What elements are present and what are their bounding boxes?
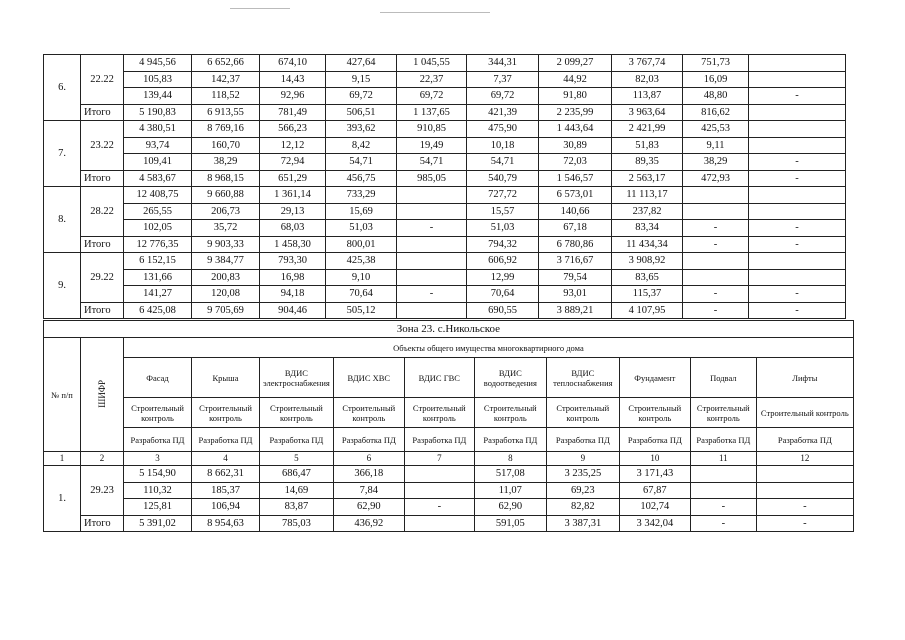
value-cell: 727,72 — [467, 187, 539, 204]
value-cell: 109,41 — [124, 154, 192, 171]
value-cell — [404, 466, 474, 483]
scan-noise — [380, 12, 490, 13]
total-label: Итого — [81, 515, 124, 532]
value-cell: 185,37 — [192, 482, 260, 499]
value-cell: 94,18 — [260, 286, 326, 303]
total-cell: 9 705,69 — [192, 302, 260, 319]
value-cell: 6 573,01 — [539, 187, 612, 204]
total-cell: 651,29 — [260, 170, 326, 187]
value-cell — [690, 466, 756, 483]
total-cell: 3 387,31 — [546, 515, 619, 532]
header-column: ВДИС теплоснабжения — [546, 358, 619, 398]
total-row — [44, 104, 846, 121]
value-cell: 475,90 — [467, 121, 539, 138]
value-cell — [756, 482, 853, 499]
value-cell: 5 154,90 — [124, 466, 192, 483]
value-cell: - — [749, 154, 846, 171]
total-cell: 8 968,15 — [192, 170, 260, 187]
total-cell: 506,51 — [326, 104, 397, 121]
header-control: Строительный контроль — [124, 398, 192, 428]
value-cell: - — [397, 286, 467, 303]
value-cell: 12,12 — [260, 137, 326, 154]
total-cell: 816,62 — [683, 104, 749, 121]
header-column: ВДИС ГВС — [404, 358, 474, 398]
value-cell: 366,18 — [333, 466, 404, 483]
row-number: 1. — [44, 466, 81, 532]
value-cell — [749, 203, 846, 220]
total-cell: 2 563,17 — [612, 170, 683, 187]
column-number: 8 — [474, 452, 546, 466]
value-cell: 3 908,92 — [612, 253, 683, 270]
total-cell: - — [749, 236, 846, 253]
value-cell — [683, 269, 749, 286]
value-cell: 3 171,43 — [619, 466, 690, 483]
value-cell — [397, 203, 467, 220]
table-row — [44, 253, 846, 270]
value-cell: 82,82 — [546, 499, 619, 516]
value-cell: 686,47 — [260, 466, 334, 483]
table-row — [44, 154, 846, 171]
value-cell — [749, 253, 846, 270]
value-cell: 62,90 — [333, 499, 404, 516]
total-cell: 1 137,65 — [397, 104, 467, 121]
total-cell: 540,79 — [467, 170, 539, 187]
total-cell: 11 434,34 — [612, 236, 683, 253]
header-control: Строительный контроль — [690, 398, 756, 428]
value-cell: 93,74 — [124, 137, 192, 154]
total-cell: 3 963,64 — [612, 104, 683, 121]
value-cell: 67,87 — [619, 482, 690, 499]
header-column: Лифты — [756, 358, 853, 398]
value-cell: 69,72 — [467, 88, 539, 105]
value-cell: 69,72 — [397, 88, 467, 105]
table-row — [44, 286, 846, 303]
header-design: Разработка ПД — [124, 428, 192, 452]
row-code: 29.23 — [81, 466, 124, 516]
table-row — [44, 499, 854, 516]
total-row — [44, 302, 846, 319]
header-control: Строительный контроль — [756, 398, 853, 428]
value-cell: 62,90 — [474, 499, 546, 516]
value-cell: 237,82 — [612, 203, 683, 220]
total-cell: - — [690, 515, 756, 532]
value-cell: 54,71 — [397, 154, 467, 171]
value-cell: 16,98 — [260, 269, 326, 286]
table-row — [44, 88, 846, 105]
column-number: 12 — [756, 452, 853, 466]
value-cell: 15,57 — [467, 203, 539, 220]
value-cell: 54,71 — [326, 154, 397, 171]
total-cell: 591,05 — [474, 515, 546, 532]
row-code: 28.22 — [81, 187, 124, 237]
value-cell: - — [749, 220, 846, 237]
value-cell: 733,29 — [326, 187, 397, 204]
total-cell: 1 458,30 — [260, 236, 326, 253]
value-cell: 102,05 — [124, 220, 192, 237]
total-cell: - — [683, 302, 749, 319]
value-cell: 70,64 — [326, 286, 397, 303]
value-cell: 1 361,14 — [260, 187, 326, 204]
header-design: Разработка ПД — [474, 428, 546, 452]
value-cell: 70,64 — [467, 286, 539, 303]
value-cell: 517,08 — [474, 466, 546, 483]
table-row — [44, 71, 846, 88]
row-code: 29.22 — [81, 253, 124, 303]
row-code: 23.22 — [81, 121, 124, 171]
value-cell: 566,23 — [260, 121, 326, 138]
header-control: Строительный контроль — [192, 398, 260, 428]
total-cell: 3 889,21 — [539, 302, 612, 319]
header-design: Разработка ПД — [260, 428, 334, 452]
value-cell: 120,08 — [192, 286, 260, 303]
value-cell: 51,03 — [326, 220, 397, 237]
value-cell — [683, 253, 749, 270]
value-cell: 51,03 — [467, 220, 539, 237]
table-row — [44, 203, 846, 220]
total-cell: 8 954,63 — [192, 515, 260, 532]
column-number: 1 — [44, 452, 81, 466]
value-cell — [397, 187, 467, 204]
table-row — [44, 187, 846, 204]
header-control: Строительный контроль — [546, 398, 619, 428]
value-cell: 48,80 — [683, 88, 749, 105]
total-cell: 6 780,86 — [539, 236, 612, 253]
value-cell: 1 045,55 — [397, 55, 467, 72]
value-cell: 140,66 — [539, 203, 612, 220]
table-row — [44, 137, 846, 154]
table-row — [44, 482, 854, 499]
total-cell: - — [683, 236, 749, 253]
value-cell — [397, 253, 467, 270]
value-cell: - — [749, 286, 846, 303]
value-cell: 344,31 — [467, 55, 539, 72]
column-number: 6 — [333, 452, 404, 466]
total-cell — [749, 104, 846, 121]
value-cell: 79,54 — [539, 269, 612, 286]
value-cell: 910,85 — [397, 121, 467, 138]
total-label: Итого — [81, 104, 124, 121]
value-cell: 7,37 — [467, 71, 539, 88]
total-cell: 4 107,95 — [612, 302, 683, 319]
total-cell: 6 913,55 — [192, 104, 260, 121]
value-cell — [756, 466, 853, 483]
value-cell: 160,70 — [192, 137, 260, 154]
header-column: Фасад — [124, 358, 192, 398]
total-cell: 794,32 — [467, 236, 539, 253]
value-cell: 11,07 — [474, 482, 546, 499]
total-cell: 785,03 — [260, 515, 334, 532]
value-cell: 54,71 — [467, 154, 539, 171]
value-cell: - — [690, 499, 756, 516]
value-cell: 9,11 — [683, 137, 749, 154]
value-cell: 7,84 — [333, 482, 404, 499]
value-cell: 3 235,25 — [546, 466, 619, 483]
value-cell: 115,37 — [612, 286, 683, 303]
value-cell: 793,30 — [260, 253, 326, 270]
value-cell: 105,83 — [124, 71, 192, 88]
total-row — [44, 515, 854, 532]
value-cell: 38,29 — [683, 154, 749, 171]
value-cell: 3 716,67 — [539, 253, 612, 270]
value-cell: 14,43 — [260, 71, 326, 88]
estimate-table-zone23 — [43, 320, 854, 532]
header-column: Крыша — [192, 358, 260, 398]
row-code: 22.22 — [81, 55, 124, 105]
total-cell: 985,05 — [397, 170, 467, 187]
header-code: ШИФР — [81, 338, 124, 452]
total-cell — [397, 236, 467, 253]
column-number: 4 — [192, 452, 260, 466]
value-cell — [749, 137, 846, 154]
value-cell — [690, 482, 756, 499]
total-cell: 5 190,83 — [124, 104, 192, 121]
value-cell: 92,96 — [260, 88, 326, 105]
value-cell — [749, 55, 846, 72]
header-row-number: № п/п — [44, 338, 81, 452]
zone-title: Зона 23. с.Никольское — [44, 321, 854, 338]
table-row — [44, 121, 846, 138]
value-cell: 2 421,99 — [612, 121, 683, 138]
total-cell: 5 391,02 — [124, 515, 192, 532]
value-cell: 29,13 — [260, 203, 326, 220]
table-row — [44, 269, 846, 286]
column-number: 7 — [404, 452, 474, 466]
value-cell: - — [756, 499, 853, 516]
value-cell — [404, 482, 474, 499]
value-cell: 2 099,27 — [539, 55, 612, 72]
total-cell: 4 583,67 — [124, 170, 192, 187]
total-cell — [404, 515, 474, 532]
total-cell: 690,55 — [467, 302, 539, 319]
value-cell: 22,37 — [397, 71, 467, 88]
value-cell: 106,94 — [192, 499, 260, 516]
value-cell: - — [683, 286, 749, 303]
total-cell: 1 546,57 — [539, 170, 612, 187]
header-design: Разработка ПД — [404, 428, 474, 452]
header-design: Разработка ПД — [756, 428, 853, 452]
value-cell: - — [397, 220, 467, 237]
value-cell: 89,35 — [612, 154, 683, 171]
row-number: 6. — [44, 55, 81, 121]
value-cell: 9 660,88 — [192, 187, 260, 204]
header-design: Разработка ПД — [546, 428, 619, 452]
header-column: ВДИС ХВС — [333, 358, 404, 398]
row-number: 8. — [44, 187, 81, 253]
value-cell: 141,27 — [124, 286, 192, 303]
value-cell — [749, 121, 846, 138]
value-cell: 110,32 — [124, 482, 192, 499]
scan-noise — [230, 8, 290, 9]
header-control: Строительный контроль — [333, 398, 404, 428]
estimate-table-top — [43, 54, 846, 319]
total-cell: 421,39 — [467, 104, 539, 121]
value-cell: 12,99 — [467, 269, 539, 286]
value-cell: 427,64 — [326, 55, 397, 72]
value-cell: 139,44 — [124, 88, 192, 105]
header-design: Разработка ПД — [619, 428, 690, 452]
header-group: Объекты общего имущества многоквартирного дома — [124, 338, 854, 358]
total-label: Итого — [81, 170, 124, 187]
value-cell: 4 380,51 — [124, 121, 192, 138]
value-cell: 69,23 — [546, 482, 619, 499]
value-cell: 393,62 — [326, 121, 397, 138]
value-cell: 751,73 — [683, 55, 749, 72]
total-cell: 456,75 — [326, 170, 397, 187]
value-cell: 3 767,74 — [612, 55, 683, 72]
column-number: 10 — [619, 452, 690, 466]
total-cell: 781,49 — [260, 104, 326, 121]
column-number: 5 — [260, 452, 334, 466]
value-cell — [749, 71, 846, 88]
total-cell: 904,46 — [260, 302, 326, 319]
column-number: 3 — [124, 452, 192, 466]
value-cell: 425,53 — [683, 121, 749, 138]
value-cell — [683, 187, 749, 204]
total-cell: 800,01 — [326, 236, 397, 253]
value-cell: 4 945,56 — [124, 55, 192, 72]
column-number: 2 — [81, 452, 124, 466]
value-cell — [749, 187, 846, 204]
table-row — [44, 466, 854, 483]
value-cell: 265,55 — [124, 203, 192, 220]
value-cell — [683, 203, 749, 220]
header-design: Разработка ПД — [192, 428, 260, 452]
value-cell: 425,38 — [326, 253, 397, 270]
value-cell: 15,69 — [326, 203, 397, 220]
value-cell: 44,92 — [539, 71, 612, 88]
value-cell: 9,10 — [326, 269, 397, 286]
value-cell: 10,18 — [467, 137, 539, 154]
row-number: 7. — [44, 121, 81, 187]
total-cell — [397, 302, 467, 319]
value-cell: 19,49 — [397, 137, 467, 154]
value-cell: 11 113,17 — [612, 187, 683, 204]
header-control: Строительный контроль — [619, 398, 690, 428]
header-column: ВДИС водоотведения — [474, 358, 546, 398]
value-cell: 38,29 — [192, 154, 260, 171]
value-cell: 9 384,77 — [192, 253, 260, 270]
value-cell: 8,42 — [326, 137, 397, 154]
row-number: 9. — [44, 253, 81, 319]
value-cell: 51,83 — [612, 137, 683, 154]
value-cell: 67,18 — [539, 220, 612, 237]
value-cell: 16,09 — [683, 71, 749, 88]
value-cell: 82,03 — [612, 71, 683, 88]
value-cell: 125,81 — [124, 499, 192, 516]
value-cell: 72,03 — [539, 154, 612, 171]
value-cell: 674,10 — [260, 55, 326, 72]
header-design: Разработка ПД — [690, 428, 756, 452]
total-cell: - — [749, 170, 846, 187]
total-cell: 436,92 — [333, 515, 404, 532]
value-cell: 72,94 — [260, 154, 326, 171]
total-cell: 3 342,04 — [619, 515, 690, 532]
header-column: Фундамент — [619, 358, 690, 398]
value-cell: 118,52 — [192, 88, 260, 105]
value-cell — [397, 269, 467, 286]
value-cell: 35,72 — [192, 220, 260, 237]
total-cell: 505,12 — [326, 302, 397, 319]
value-cell: - — [404, 499, 474, 516]
value-cell: 91,80 — [539, 88, 612, 105]
value-cell: 30,89 — [539, 137, 612, 154]
value-cell — [749, 269, 846, 286]
total-cell: 12 776,35 — [124, 236, 192, 253]
column-number: 9 — [546, 452, 619, 466]
value-cell: 68,03 — [260, 220, 326, 237]
total-cell: 472,93 — [683, 170, 749, 187]
total-label: Итого — [81, 302, 124, 319]
table-row — [44, 55, 846, 72]
value-cell: - — [683, 220, 749, 237]
value-cell: 6 152,15 — [124, 253, 192, 270]
value-cell: - — [749, 88, 846, 105]
total-cell: 9 903,33 — [192, 236, 260, 253]
header-column: ВДИС электроснабжения — [260, 358, 334, 398]
value-cell: 93,01 — [539, 286, 612, 303]
value-cell: 102,74 — [619, 499, 690, 516]
value-cell: 206,73 — [192, 203, 260, 220]
value-cell: 8 769,16 — [192, 121, 260, 138]
value-cell: 1 443,64 — [539, 121, 612, 138]
header-control: Строительный контроль — [260, 398, 334, 428]
value-cell: 83,34 — [612, 220, 683, 237]
value-cell: 12 408,75 — [124, 187, 192, 204]
value-cell: 83,65 — [612, 269, 683, 286]
column-number: 11 — [690, 452, 756, 466]
value-cell: 113,87 — [612, 88, 683, 105]
header-column: Подвал — [690, 358, 756, 398]
total-row — [44, 236, 846, 253]
value-cell: 8 662,31 — [192, 466, 260, 483]
value-cell: 200,83 — [192, 269, 260, 286]
total-cell: 2 235,99 — [539, 104, 612, 121]
value-cell: 131,66 — [124, 269, 192, 286]
value-cell: 9,15 — [326, 71, 397, 88]
value-cell: 142,37 — [192, 71, 260, 88]
value-cell: 83,87 — [260, 499, 334, 516]
header-design: Разработка ПД — [333, 428, 404, 452]
table-row — [44, 220, 846, 237]
total-cell: 6 425,08 — [124, 302, 192, 319]
total-cell: - — [756, 515, 853, 532]
value-cell: 606,92 — [467, 253, 539, 270]
header-control: Строительный контроль — [474, 398, 546, 428]
total-row — [44, 170, 846, 187]
value-cell: 14,69 — [260, 482, 334, 499]
total-cell: - — [749, 302, 846, 319]
header-control: Строительный контроль — [404, 398, 474, 428]
value-cell: 69,72 — [326, 88, 397, 105]
total-label: Итого — [81, 236, 124, 253]
value-cell: 6 652,66 — [192, 55, 260, 72]
